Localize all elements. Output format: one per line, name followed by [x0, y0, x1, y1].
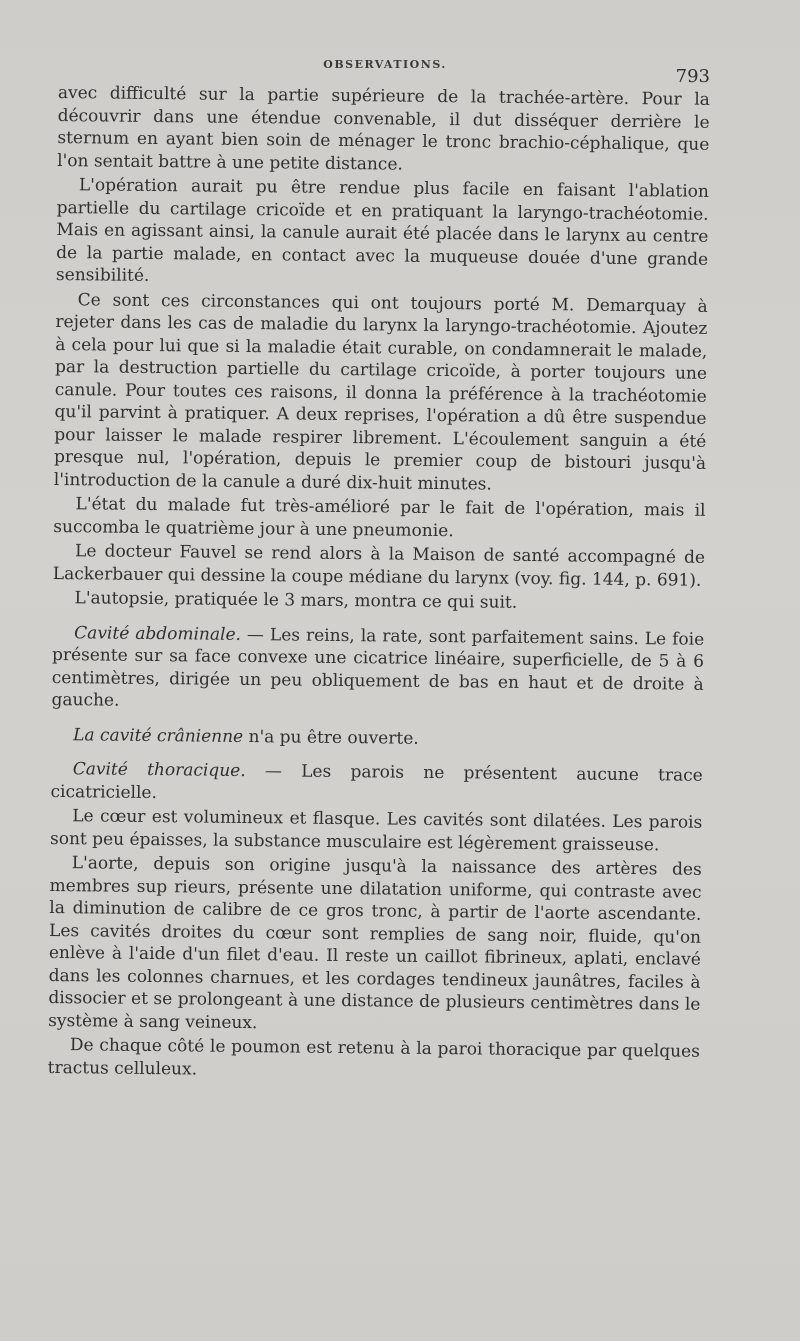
paragraph [54, 288, 708, 497]
paragraph [53, 493, 705, 545]
paragraph [48, 852, 702, 1039]
page-number: 793 [675, 66, 710, 87]
body-text [48, 82, 710, 1088]
paragraph-text: L'opération aurait pu être rendue plus facile en faisant l'ablation partielle du cartilage cricoïde et en pratiquant la laryngo-trachéotomie. Mais en agissant ainsi, la canule aurait été placée dans le larynx au centre de la partie malade, en contact avec la muqueuse douée d'une grande sensibilité. [55, 175, 709, 286]
paragraph-text: L'état du malade fut très-amélioré par le fait de l'opération, mais il succomba le quatrième jour à une pneumonie. [53, 494, 706, 541]
paragraph [50, 758, 702, 810]
paragraph-text: L'autopsie, pratiquée le 3 mars, montra ce qui suit. [74, 588, 518, 613]
paragraph [57, 82, 710, 179]
paragraph [50, 805, 702, 857]
paragraph-text: Ce sont ces circonstances qui ont toujours porté M. Demarquay à rejeter dans les cas de maladie du larynx la laryngo-trachéotomie. Ajoutez à cela pour lui que si la maladie était curable, on condamnerait le malade, par la destruction partielle du cartilage cricoïde, à porter toujours une canule. Pour toutes ces raisons, il donna la préférence à la trachéotomie qu'il parvint à pratiquer. A deux reprises, l'opération a dû être suspendue pour laisser le malade respirer librement. L'écoulement sanguin a été presque nul, l'opération, depuis le premier coup de bistouri jusqu'à l'introduction de la canule a duré dix-huit minutes. [53, 289, 708, 495]
section-heading: Cavité abdominale. [74, 622, 242, 645]
paragraph [51, 723, 703, 752]
paragraph-text: Le cœur est volumineux et flasque. Les cavités sont dilatées. Les parois sont peu épaisses, la substance musculaire est légèrement graisseuse. [49, 806, 703, 855]
section-heading: La cavité crânienne [73, 724, 244, 747]
section-heading: Cavité thoracique. [72, 759, 246, 782]
paragraph-text: Le docteur Fauvel se rend alors à la Maison de santé accompagné de Lackerbauer qui dessine la coupe médiane du larynx (voy. fig. 144, p. 691). [52, 541, 706, 591]
paragraph [51, 621, 704, 718]
paragraph-text: — Les parois ne présentent aucune trace cicatricielle. [50, 761, 703, 803]
paragraph [53, 540, 705, 592]
paragraph [56, 174, 709, 293]
paragraph [52, 587, 704, 616]
paragraph-text: — Les reins, la rate, sont parfaitement sains. Le foie présente sur sa face convexe une cicatrice linéaire, superficielle, de 5 à 6 centimètres, dirigée un peu obliquement de bas en haut et de droite à gauche. [51, 624, 705, 711]
paragraph-text: De chaque côté le poumon est retenu à la paroi thoracique par quelques tractus celluleux. [47, 1035, 700, 1080]
paragraph-text: n'a pu être ouverte. [243, 726, 419, 749]
paragraph [48, 1034, 700, 1086]
running-head: OBSERVATIONS. [323, 58, 447, 71]
paragraph-text: avec difficulté sur la partie supérieure de la trachée-artère. Pour la découvrir dans une étendue convenable, il dut disséquer derrière le sternum en ayant bien soin de ménager le tronc brachio-céphalique, que l'on sentait battre à une petite distance. [57, 82, 710, 175]
paragraph-text: L'aorte, depuis son origine jusqu'à la naissance des artères des membres sup rieurs, présente une dilatation uniforme, qui contraste avec la diminution de calibre de ce gros tronc, à partir de l'aorte ascendante. Les cavités droites du cœur sont remplies de sang noir, fluide, qu'on enlève à l'aide d'un filet d'eau. Il reste un caillot fibrineux, aplati, enclavé dans les colonnes charnues, et les cordages tendineux jaunâtres, faciles à dissocier et se prolongeant à une distance de plusieurs centimètres dans le système à sang veineux. [48, 853, 702, 1033]
